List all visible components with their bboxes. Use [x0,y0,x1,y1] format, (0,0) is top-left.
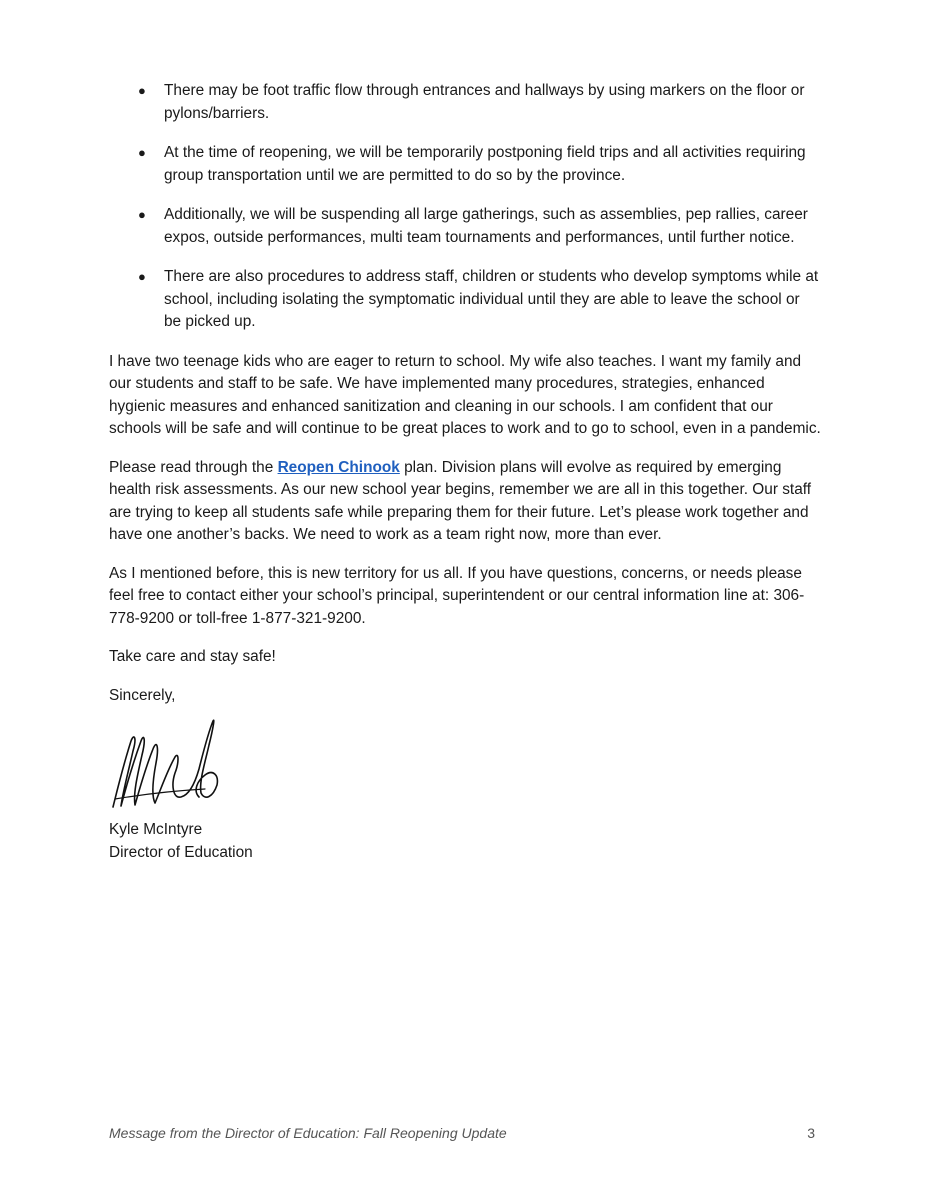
list-item [109,204,821,249]
list-item [109,142,821,187]
sincerely-line: Sincerely, [109,686,176,704]
signature-icon [109,711,821,817]
signer-name: Kyle McIntyre [109,821,203,838]
bullet-icon: ● [138,83,146,98]
bullet-icon: ● [138,207,146,222]
bullet-text: At the time of reopening, we will be temporarily postponing field trips and all activities requiring group transportation until we are permitted to do so by the province. [164,144,806,184]
footer-text: Message from the Director of Education: Fall Reopening Update [109,1125,507,1141]
list-item [109,80,821,125]
family-paragraph: I have two teenage kids who are eager to return to school. My wife also teaches. I want my family and our students and staff to be safe. We have implemented many procedures, strategies, enhanced hygienic measures and enhanced sanitization and cleaning in our schools. I am confident that our schools will be safe and will continue to be great places to work and to go to school, even in a pandemic. [109,352,821,437]
bullet-text: There are also procedures to address staff, children or students who develop symptoms while at school, including isolating the symptomatic individual until they are able to leave the school or be picked up. [164,268,819,330]
bullet-icon: ● [138,145,146,160]
bullet-icon: ● [138,269,146,284]
closing-line: Take care and stay safe! [109,648,276,665]
reopen-chinook-link[interactable]: Reopen Chinook [277,458,400,476]
reopen-paragraph [109,457,821,547]
bullet-text: There may be foot traffic flow through entrances and hallways by using markers on the floor or pylons/barriers. [164,82,805,122]
list-item [109,266,821,334]
reopen-text-after: plan. Division plans will evolve as required by emerging health risk assessments. As our new school year begins, remember we are all in this together. Our staff are trying to keep all students safe while preparing them for their future. Let’s please work together and have one another’s backs. We need to work as a team right now, more than ever. [109,458,812,543]
bullet-list [109,80,821,334]
bullet-text: Additionally, we will be suspending all large gatherings, such as assemblies, pep rallies, career expos, outside performances, multi team tournaments and performances, until further notice. [164,206,808,246]
contact-paragraph: As I mentioned before, this is new territory for us all. If you have questions, concerns, or needs please feel free to contact either your school’s principal, superintendent or our central information line at: 306-778-9200 or toll-free 1-877-321-9200. [109,564,805,627]
signature-drawing [109,711,229,817]
page-number: 3 [807,1125,815,1141]
letter-body [109,80,821,864]
page-footer [109,1125,821,1141]
reopen-text-before: Please read through the [109,458,278,476]
signer-title: Director of Education [109,843,253,861]
signer-block [109,819,821,864]
